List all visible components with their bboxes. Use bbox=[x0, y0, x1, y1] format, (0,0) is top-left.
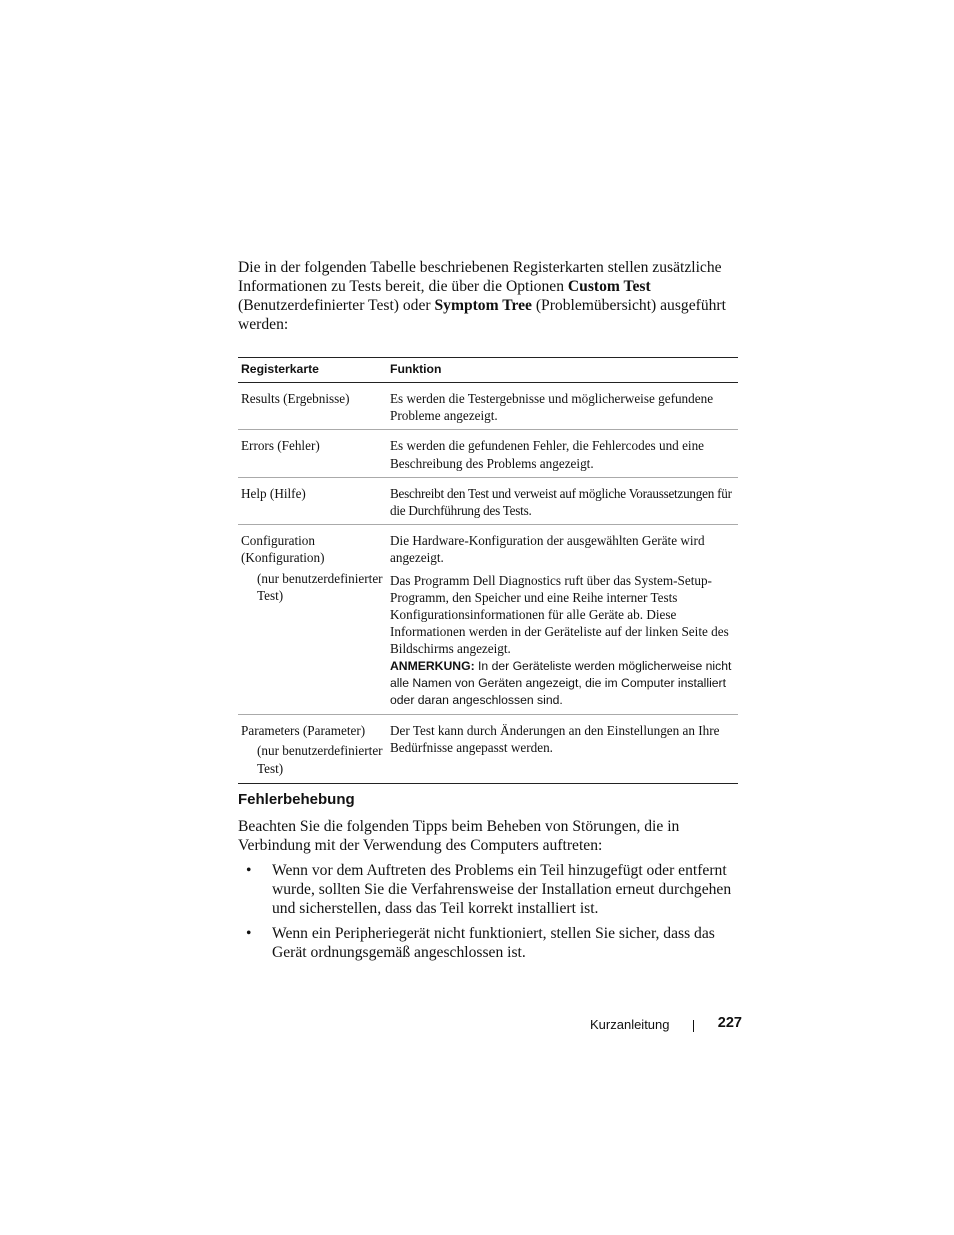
note-label: ANMERKUNG: bbox=[390, 658, 475, 673]
row-function-errors: Es werden die gefundenen Fehler, die Fehlercodes und eine Beschreibung des Problems angezeigt. bbox=[387, 430, 738, 477]
table-header-row bbox=[238, 358, 738, 383]
row-tab-parameters: Parameters (Parameter) bbox=[241, 723, 366, 739]
bullet-list bbox=[238, 861, 738, 968]
intro-paragraph bbox=[238, 258, 740, 334]
bullet-text-2: Wenn ein Peripheriegerät nicht funktioniert, stellen Sie sicher, dass das Gerät ordnungsgemäß angeschlossen ist. bbox=[272, 925, 715, 961]
note-text: In der Geräteliste werden möglicherweise nicht alle Namen von Geräten angezeigt, die im Computer installiert oder daran angeschlossen sind. bbox=[390, 658, 732, 708]
section-paragraph: Beachten Sie die folgenden Tipps beim Beheben von Störungen, die in Verbindung mit der Verwendung des Computers auftreten: bbox=[238, 818, 680, 854]
intro-text-3: (Problemübersicht) ausgeführt werden: bbox=[238, 297, 726, 333]
row-tab-configuration-cell bbox=[238, 525, 387, 715]
bullet-icon: • bbox=[246, 862, 252, 879]
bullet-text-1: Wenn vor dem Auftreten des Problems ein Teil hinzugefügt oder entfernt wurde, sollten Sie die Verfahrensweise der Installation erneut durchgehen und sicherstellen, dass das Teil korrekt installiert ist. bbox=[272, 862, 732, 917]
page-number: 227 bbox=[717, 1015, 742, 1031]
footer-title: Kurzanleitung bbox=[590, 1017, 670, 1032]
page-footer bbox=[560, 1015, 742, 1035]
row-function-help: Beschreibt den Test und verweist auf mögliche Voraussetzungen für die Durchführung des Tests. bbox=[387, 477, 738, 524]
table-row bbox=[238, 383, 738, 430]
tabs-table bbox=[238, 357, 738, 784]
table-row bbox=[238, 525, 738, 715]
row-tab-errors: Errors (Fehler) bbox=[238, 430, 387, 477]
row-tab-parameters-note: (nur benutzerdefinierter Test) bbox=[257, 743, 383, 776]
row-function-configuration-cell bbox=[387, 525, 738, 715]
list-item bbox=[238, 861, 738, 918]
row-tab-results: Results (Ergebnisse) bbox=[238, 383, 387, 430]
note-block bbox=[390, 658, 735, 710]
table-row bbox=[238, 477, 738, 524]
intro-text-1: Die in der folgenden Tabelle beschriebenen Registerkarten stellen zusätzliche Informationen zu Tests bereit, die über die Optionen bbox=[238, 259, 722, 295]
intro-text-2: (Benutzerdefinierter Test) oder bbox=[238, 297, 435, 314]
row-tab-parameters-cell bbox=[238, 715, 387, 784]
header-registerkarte: Registerkarte bbox=[238, 358, 387, 383]
bullet-icon: • bbox=[246, 925, 252, 942]
table-row bbox=[238, 430, 738, 477]
row-function-configuration: Die Hardware-Konfiguration der ausgewählten Geräte wird angezeigt. bbox=[390, 533, 705, 566]
row-tab-configuration-note: (nur benutzerdefinierter Test) bbox=[257, 570, 383, 603]
table-row bbox=[238, 715, 738, 784]
symptom-tree-term: Symptom Tree bbox=[434, 297, 532, 314]
row-tab-help: Help (Hilfe) bbox=[238, 477, 387, 524]
row-function-configuration-detail: Das Programm Dell Diagnostics ruft über das System-Setup-Programm, den Speicher und eine Reihe interner Tests Konfigurationsinformationen für alle Geräte ab. Diese Informationen werden in der Geräteliste auf der linken Seite des Bildschirms angezeigt. bbox=[390, 572, 729, 657]
header-funktion: Funktion bbox=[387, 358, 738, 383]
custom-test-term: Custom Test bbox=[567, 278, 651, 295]
footer-separator bbox=[693, 1020, 694, 1032]
row-function-results: Es werden die Testergebnisse und möglicherweise gefundene Probleme angezeigt. bbox=[387, 383, 738, 430]
row-function-parameters: Der Test kann durch Änderungen an den Einstellungen an Ihre Bedürfnisse angepasst werden. bbox=[387, 715, 738, 784]
list-item bbox=[238, 924, 738, 962]
row-tab-configuration: Configuration (Konfiguration) bbox=[241, 533, 325, 566]
section-heading: Fehlerbehebung bbox=[238, 791, 355, 808]
